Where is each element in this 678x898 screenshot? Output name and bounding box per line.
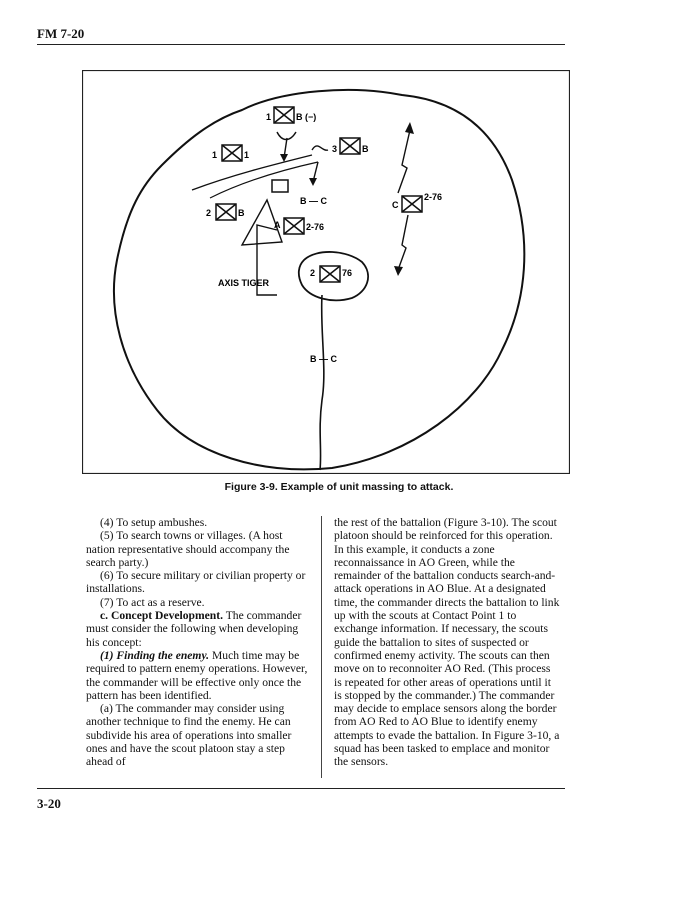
- paragraph-body: Much time may be required to pattern enemy operations. However, the commander will be effective only once the pattern has been identified.: [86, 648, 308, 702]
- column-divider: [321, 516, 322, 778]
- footer-rule: [37, 788, 565, 789]
- arrowhead-north-icon: [405, 122, 414, 134]
- figure-3-9: [82, 70, 570, 474]
- label-a: A: [274, 220, 281, 230]
- paragraph: [86, 609, 308, 649]
- label-b-right: B: [362, 144, 369, 154]
- unit-1-b: [274, 107, 294, 123]
- label-axis-tiger: AXIS TIGER: [218, 278, 270, 288]
- unit-2-76-center: [284, 218, 304, 234]
- label-1-1: 1: [244, 150, 250, 160]
- right-column: [334, 516, 560, 769]
- paragraph: (a) The commander may consider using another technique to find the enemy. He can subdivide his area of operations into smaller ones and have the scout platoon stay a step ahead of: [86, 702, 292, 769]
- paragraph: (7) To act as a reserve.: [100, 595, 205, 609]
- label-bc-upper: B — C: [300, 196, 327, 206]
- unit-3-b: [340, 138, 360, 154]
- label-b-left: B: [238, 208, 245, 218]
- paragraph: the rest of the battalion (Figure 3-10). The scout platoon should be reinforced for this operation. In this example, it conducts a zone reconnaissance in AO Green, while the remainder of the battalion conducts search-and-attack operations in AO Blue. At a designated time, the commander directs the battalion to link up with the scouts at Contact Point 1 to exchange information. If necessary, the scouts guide the battalion to sites of suspected or confirmed enemy activity. The scouts can then move on to reconnoiter AO Red. (This process is repeated for other areas of operations until it is stopped by the commander.) The commander may decide to emplace sensors along the border from AO Red to AO Blue to identify enemy attempts to evade the battalion. In Figure 3-10, a squad has been tasked to emplace and monitor the sensors.: [334, 516, 560, 769]
- figure-frame: [83, 71, 570, 474]
- label-2-objective: 2: [310, 268, 316, 278]
- label-b-minus: B (−): [296, 112, 317, 122]
- paragraph: (4) To setup ambushes.: [100, 516, 208, 529]
- label-1-top: 1: [266, 112, 272, 122]
- label-3: 3: [332, 144, 338, 154]
- phase-line: [192, 155, 312, 190]
- unit-1-1: [222, 145, 242, 161]
- label-76: 76: [342, 268, 353, 278]
- arrowhead-icon: [309, 178, 317, 186]
- concept-development-heading: c. Concept Development.: [100, 609, 223, 623]
- movement-arrow-south: [398, 215, 408, 270]
- label-2-left: 2: [206, 208, 212, 218]
- paragraph-body: The commander must consider the following when developing his concept:: [86, 609, 302, 649]
- left-column: [86, 516, 308, 769]
- paragraph: (6) To secure military or civilian property or installations.: [86, 569, 306, 596]
- label-2-76-right: 2-76: [424, 192, 443, 202]
- paragraph: (5) To search towns or villages. (A host nation representative should accompany the search party.): [86, 529, 290, 569]
- label-bc-lower: B — C: [310, 354, 337, 364]
- battle-position-icon: [312, 146, 328, 150]
- figure-drawing: [82, 70, 570, 474]
- label-c: C: [392, 200, 399, 210]
- movement-arrow-north: [398, 130, 410, 193]
- figure-caption: Figure 3-9. Example of unit massing to attack.: [224, 481, 454, 493]
- page-number: 3-20: [37, 796, 61, 811]
- manual-id: FM 7-20: [37, 26, 85, 41]
- arrowhead-south-icon: [394, 266, 403, 276]
- paragraph: [86, 649, 308, 702]
- unit-c-2-76: [402, 196, 422, 212]
- header-rule: [37, 44, 565, 45]
- label-1-left: 1: [212, 150, 218, 160]
- boundary-line: [320, 295, 324, 470]
- unit-2-76-objective: [320, 266, 340, 282]
- unit-2-b: [216, 204, 236, 220]
- command-post-icon: [272, 180, 288, 192]
- label-2-76-center: 2-76: [306, 222, 325, 232]
- finding-enemy-heading: (1) Finding the enemy.: [100, 648, 210, 662]
